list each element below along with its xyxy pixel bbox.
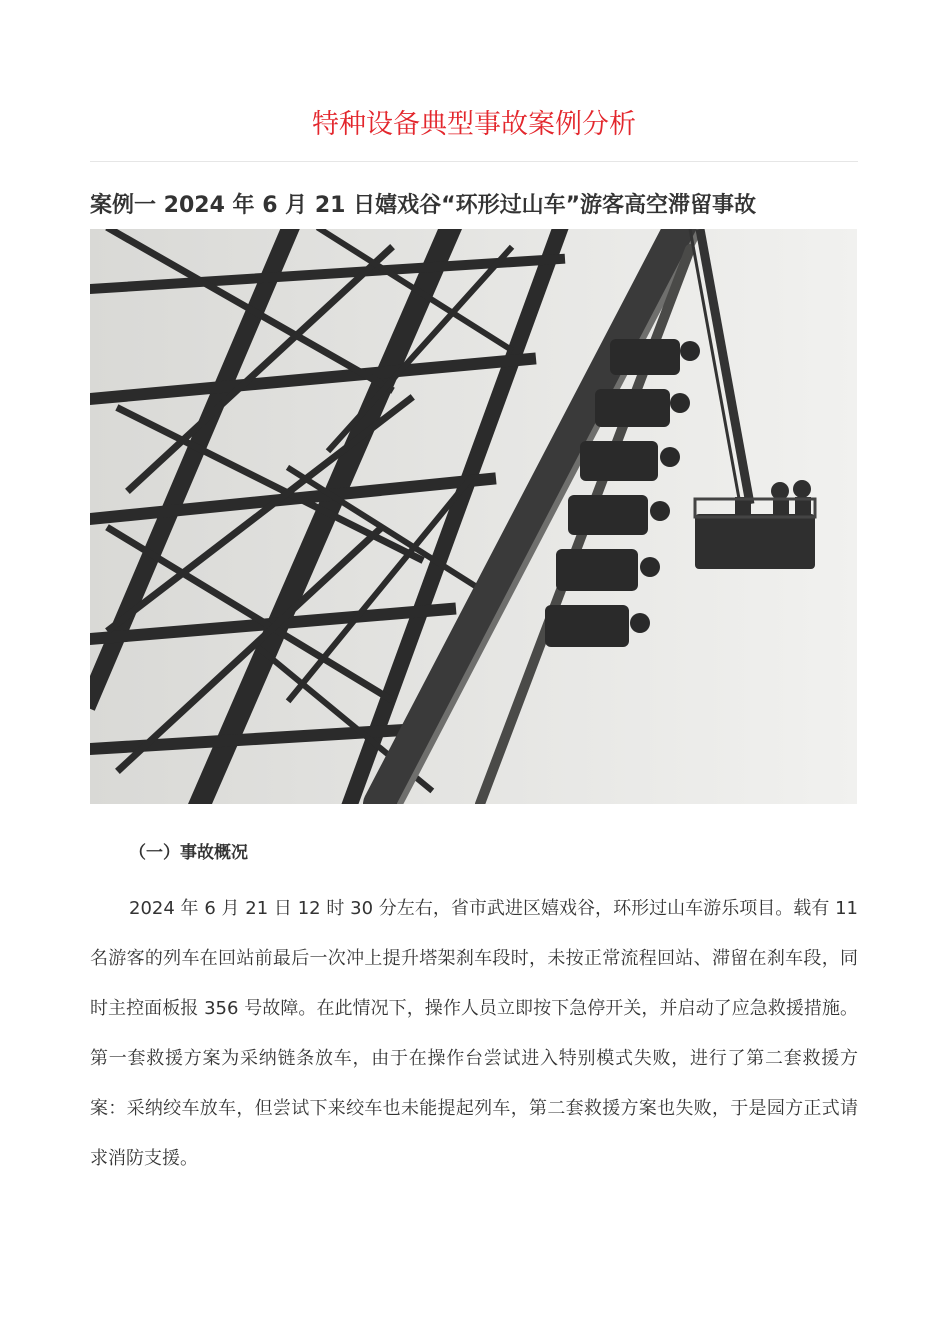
accident-overview-paragraph: 2024 年 6 月 21 日 12 时 30 分左右，省市武进区嬉戏谷，环形过山车游乐项目。载有 11 名游客的列车在回站前最后一次冲上提升塔架刹车段时，未按正常流程回站、滞留在刹车段，同时主控面板报 356 号故障。在此情况下，操作人员立即按下急停开关，并启动了应急救援措施。第一套救援方案为采纳链条放车，由于在操作台尝试进入特别模式失败，进行了第二套救援方案：采纳绞车放车，但尝试下来绞车也未能提起列车，第二套救援方案也失败，于是园方正式请求消防支援。	[90, 898, 858, 1169]
accident-photo	[90, 229, 857, 804]
document-title: 特种设备典型事故案例分析	[312, 109, 636, 140]
title-divider	[90, 161, 858, 162]
case-heading: 案例一 2024 年 6 月 21 日嬉戏谷“环形过山车”游客高空滞留事故	[90, 193, 757, 218]
section-heading: （一）事故概况	[129, 843, 248, 863]
